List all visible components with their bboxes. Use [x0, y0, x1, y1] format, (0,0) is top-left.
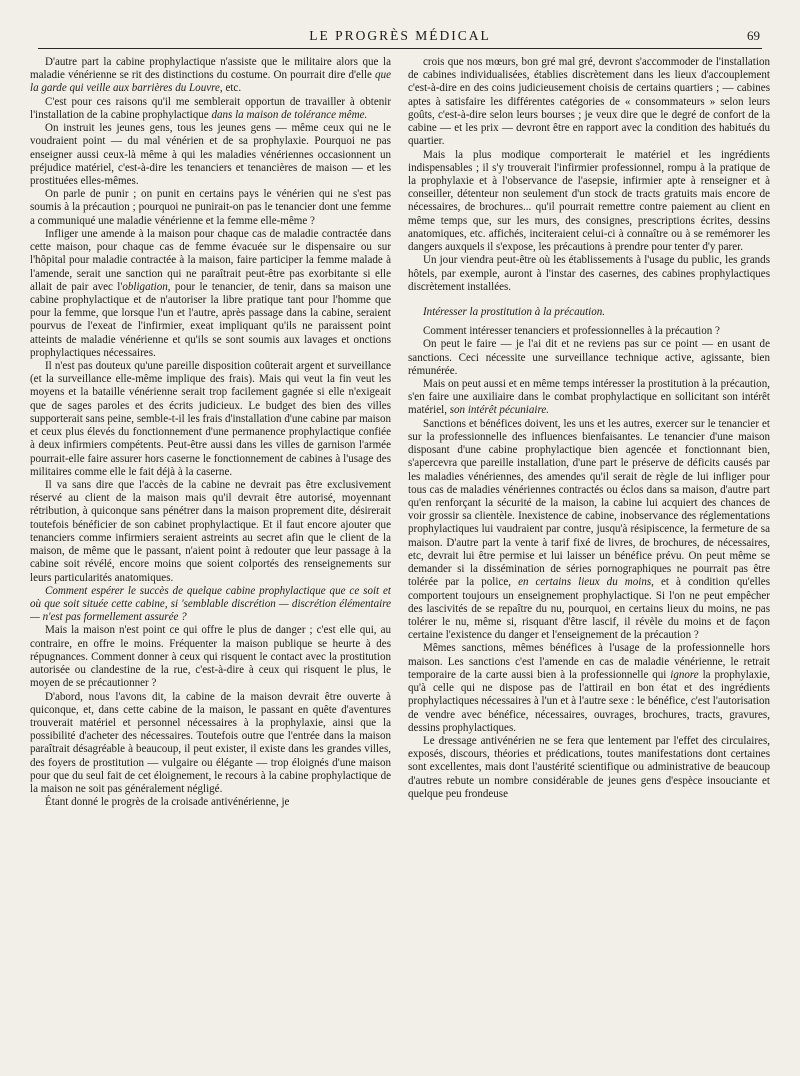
paragraph-text: Un jour viendra peut-être où les établissements à l'usage du public, les grands hôtels, par exemple, auront à l'instar des casernes, des cabines prophylactiques discrètement installées.: [408, 254, 770, 293]
paragraph: [30, 56, 391, 96]
paragraph-text: Il va sans dire que l'accès de la cabine ne devrait pas être exclusivement réservé au client de la maison mais qu'il devrait être autorisé, moyennant rétribution, à quiconque sans pénétrer dans la maison proprement dite, désirerait toutefois bénéficier de son cabinet prophylactique. Et il faut encore ajouter que tenanciers comme infirmiers seraient astreints au secret afin que le client de la maison, de même que le passant, n'aient point à redouter que leur passage à la cabine soit révélé, encore moins que soient colportés des renseignements sur leurs particularités anatomiques.: [30, 479, 391, 584]
paragraph-text: Mêmes sanctions, mêmes bénéfices à l'usage de la professionnelle hors maison. Les sanctions c'est l'amende en cas de maladie vénérienne, le retrait temporaire de la carte aussi bien à la professionnelle qui: [408, 642, 770, 681]
italic-text: obligation: [122, 280, 168, 293]
paragraph: [30, 96, 391, 122]
italic-text: dans la maison de tolérance même.: [211, 108, 368, 121]
paragraph-text: Mais la plus modique comporterait le matériel et les ingrédients indispensables ; il s'y trouverait l'infirmier professionnel, rompu à la pratique de la prophylaxie et à l'observance de l'asepsie, infirmier apte à renseigner et à conseiller, détenteur non seulement d'un stock de tracts gratuits mais encore de nécessaires, de brochures... qu'il pourrait remettre contre paiement au client en même temps que, sur les murs, des consignes, prescriptions écrites, dessins anatomiques, etc. affichés, inciteraient celui-ci à connaître ou à se remémorer les dangers auxquels il s'expose, les précautions à prendre pour tenter d'y parer.: [408, 148, 770, 254]
paragraph: [408, 735, 770, 801]
paragraph-text: Comment intéresser tenanciers et professionnelles à la précaution ?: [423, 325, 720, 338]
paragraph-text: Mais on peut aussi et en même temps intéresser la prostitution à la précaution, s'en faire une auxiliaire dans le combat prophylactique en sollicitant son intérêt matériel,: [408, 378, 770, 417]
italic-text: en certains lieux du moins: [518, 576, 652, 589]
paragraph: [30, 691, 391, 797]
journal-title: LE PROGRÈS MÉDICAL: [309, 28, 491, 43]
paragraph-text: On peut le faire — je l'ai dit et ne reviens pas sur ce point — en usant de sanctions. Ceci nécessite une surveillance technique active, agissante, bien rémunérée.: [408, 338, 770, 377]
italic-text: ignore: [670, 668, 699, 681]
paragraph: [30, 479, 391, 585]
paragraph: [30, 585, 391, 625]
paragraph: [408, 56, 770, 149]
running-header: [38, 22, 762, 49]
paragraph-text: On parle de punir ; on punit en certains pays le vénérien qui ne s'est pas soumis à la précaution ; pourquoi ne punirait-on pas le tenancier dont une femme a communiqué une maladie vénérienne et la femme elle-même ?: [30, 188, 391, 227]
paragraph: [408, 418, 770, 643]
paragraph-text: D'autre part la cabine prophylactique n'assiste que le militaire alors que la maladie vénérienne se rit des distinctions du costume. On pourrait dire d'elle: [30, 56, 391, 82]
paragraph: [30, 228, 391, 360]
paragraph: [408, 325, 770, 338]
page-number: 69: [747, 28, 760, 43]
left-column: [30, 56, 391, 1061]
paragraph-text: Le dressage antivénérien ne se fera que lentement par l'effet des circulaires, exposés, discours, théories et prédications, toutes manifestations dont certaines sont excellentes, mais dont l'austérité scientifique ou administrative de beaucoup d'autres rebute un nombre considérable de jeunes gens d'espèce insouciante et quelque peu frondeuse: [408, 734, 770, 800]
paragraph-text: Étant donné le progrès de la croisade antivénérienne, je: [45, 796, 290, 809]
paragraph-text: , pour le tenancier, de tenir, dans sa maison une cabine prophylactique et de n'autoriser la libre pratique tant pour l'homme que pour la femme, que lorsque l'un et l'autre, après passage dans la cabine, seraient pourvus de l'exeat de l'infirmier, exeat impliquant qu'ils ne paraissent point atteints de maladie vénérienne et qu'ils se sont soumis aux lavages et onctions prophylactiques nécessaires.: [30, 280, 391, 359]
paragraph: [408, 378, 770, 418]
italic-text: Comment espérer le succès de quelque cabine prophylactique que ce soit et où que soit située cette cabine, si 'semblable discrétion — discrétion élémentaire — n'est pas formellement assurée ?: [30, 584, 391, 624]
paragraph: [408, 149, 770, 255]
paragraph-text: Sanctions et bénéfices doivent, les uns et les autres, exercer sur le tenancier et sur la professionnelle des influences bienfaisantes. Le tenancier d'une maison disposant d'une cabine prophylactique bien agencée et fonctionnant bien, s'apercevra que pareille installation, d'une part le préserve de déficits causés par les maladies vénériennes, des amendes qu'il serait de règle de lui infliger pour tous cas de maladies vénériennes contractés ou éclos dans sa maison, d'autre part qu'en renforçant la sécurité de la maison, la cabine lui acquiert des chances de voir grossir sa clientèle. Inexistence de cabine, inobservance des réglementations prophylactiques lui vaudraient par contre, jusqu'à résipiscence, la fermeture de sa maison. D'autre part la vente à tarif fixé de livres, de brochures, de nécessaires, etc, devrait lui être permise et lui laisser un bénéfice prévu. On peut même se demander si la dissémination de séries pornographiques ne pourrait pas être tolérée par la police,: [408, 417, 770, 589]
section-heading: Intéresser la prostitution à la précaution.: [423, 305, 606, 318]
paragraph: [408, 338, 770, 378]
paragraph-text: Mais la maison n'est point ce qui offre le plus de danger ; c'est elle qui, au contraire, en offre le moins. Fréquenter la maison publique se heurte à des répugnances. Comment donner à ceux qui risquent le contact avec la prostitution autorisée ou clandestine de la rue, c'est-à-dire à ceux qui risquent le plus, le moyen de se précautionner ?: [30, 624, 391, 690]
paragraph: [30, 624, 391, 690]
paragraph-text: Il n'est pas douteux qu'une pareille disposition coûterait argent et surveillance (et la surveillance elle-même implique des frais). Mais qui veut la fin veut les moyens et la bataille vénérienne serait trop facilement gagnée si elle n'exigeait que de sages paroles et des écrits judicieux. Le budget des bien des villes supporterait sans peine, semble-t-il les frais d'installation d'une cabine par maison et ceux plus élevés du fonctionnement d'une permanence prophylactique confiée à deux infirmiers compétents. Peut-être aussi dans les villes de garnison l'armée pourrait-elle faire assurer hors caserne le fonctionnement de cabines à l'usage des militaires comme elle le fait déjà à la caserne.: [30, 360, 391, 478]
right-column: [408, 56, 770, 1061]
italic-text: son intérêt pécuniaire.: [449, 404, 550, 417]
paragraph-text: C'est pour ces raisons qu'il me semblerait opportun de travailler à obtenir l'installation de la cabine prophylactique: [30, 95, 391, 121]
paragraph-text: On instruit les jeunes gens, tous les jeunes gens — même ceux qui ne le voudraient point — du mal vénérien et de sa prophylaxie. Pourquoi ne pas enseigner aussi ceux-là même à qui les maladies vénériennes occasionnent un préjudice matériel, c'est-à-dire les tenanciers et tenancières de maison — et les prostituées elles-mêmes.: [30, 122, 391, 187]
paragraph-text: D'abord, nous l'avons dit, la cabine de la maison devrait être ouverte à quiconque, et, dans cette cabine de la maison, le passant en quête d'aventures trouverait matériel et personnel nécessaires à la prophylaxie, ainsi que la possibilité d'acheter des nécessaires. Toutefois outre que l'entrée dans la maison paraîtrait désagréable à beaucoup, il peut exister, il existe dans les grandes villes, des foyers de prostitution — vulgaire ou élégante — trop éloignés d'une maison pour que du seul fait de cet éloignement, le recours à la cabine prophylactique de la maison ne soit pas généralement négligé.: [30, 690, 391, 796]
paragraph: [408, 254, 770, 294]
paragraph: [30, 122, 391, 188]
paragraph: [30, 188, 391, 228]
paragraph-text: , et à condition qu'elles comportent toujours un enseignement prophylactique. Si l'on ne peut empêcher des lascivités de se repaître du nu, pourquoi, en certains lieux du moins, ne pas tolérer le nu, même si, risquant d'être lascif, il révèle du moins et de façon certaine l'existence du danger et l'enseignement de la précaution ?: [408, 576, 770, 642]
paragraph-text: la prophylaxie, qu'à celle qui ne dispose pas de l'attirail en bon état et des ingrédients prophylactiques nécessaires à l'un et à l'autre sexe : le bénéfice, c'est l'autorisation de vendre avec bénéfice, nécessaires, ouvrages, brochures, tracts, gravures, dessins prophylactiques.: [408, 668, 770, 734]
paragraph-text: Infliger une amende à la maison pour chaque cas de maladie contractée dans cette maison, pour chaque cas de femme évacuée sur le dispensaire ou sur l'hôpital pour maladie contractée à la maison, faire participer la femme malade à l'amende, serait une sanction qui ne paraîtrait peut-être pas exorbitante si elle allait de pair avec l': [30, 227, 391, 293]
paragraph-text: crois que nos mœurs, bon gré mal gré, devront s'accommoder de l'installation de cabines individualisées, établies discrètement dans les lieux d'accouplement c'est-à-dire en des coins judicieusement choisis de certains quartiers ; — cabines aptes à satisfaire les différentes catégories de « consommateurs » selon leurs goûts, c'est-à-dire selon leurs bourses ; je veux dire que le degré de confort de la cabine — et les prix — devront être en rapport avec la condition des habitués du quartier.: [408, 56, 770, 148]
italic-text: que la garde qui veille aux barrières du Louvre: [30, 69, 391, 95]
paragraph: [408, 642, 770, 735]
paragraph-text: , etc.: [219, 82, 242, 95]
paragraph: [30, 360, 391, 479]
paragraph: [30, 796, 391, 809]
